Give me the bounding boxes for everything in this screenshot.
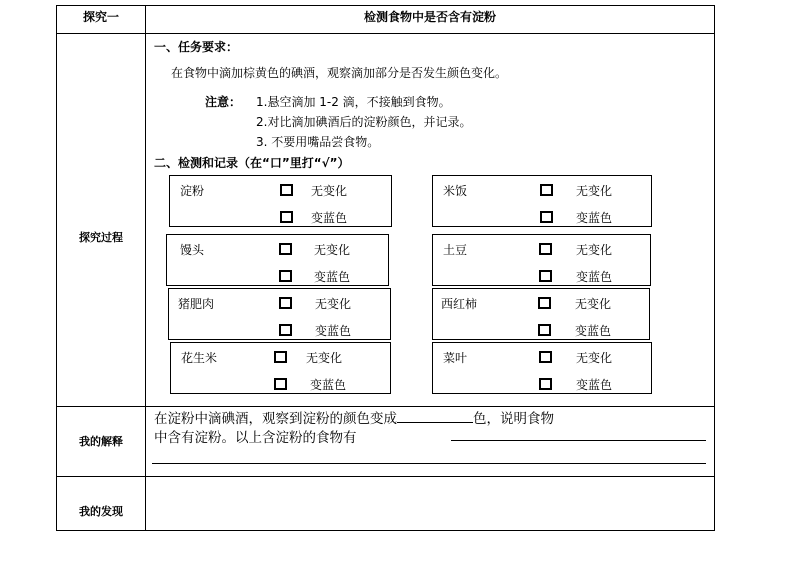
record-heading: 二、检测和记录（在“口”里打“√”） bbox=[154, 156, 350, 170]
food-box-potato bbox=[432, 234, 651, 286]
checkbox-turn-blue[interactable] bbox=[540, 211, 553, 223]
process-label: 探究过程 bbox=[79, 231, 123, 244]
task-text: 在食物中滴加棕黄色的碘酒，观察滴加部分是否发生颜色变化。 bbox=[171, 66, 508, 80]
food-box-fat-pork bbox=[168, 288, 391, 340]
header-title: 检测食物中是否含有淀粉 bbox=[363, 10, 496, 24]
food-box-peanut bbox=[170, 342, 391, 394]
explain-label: 我的解释 bbox=[79, 435, 123, 448]
option-no-change: 无变化 bbox=[576, 351, 613, 365]
option-turn-blue: 变蓝色 bbox=[311, 211, 348, 225]
explain-text-1: 在淀粉中滴碘酒，观察到淀粉的颜色变成 bbox=[154, 411, 397, 427]
answer-line[interactable] bbox=[152, 463, 706, 464]
checkbox-turn-blue[interactable] bbox=[279, 270, 292, 282]
explain-line-2 bbox=[154, 426, 357, 446]
checkbox-no-change[interactable] bbox=[539, 351, 552, 363]
food-label: 猪肥肉 bbox=[178, 297, 215, 311]
task-heading: 一、任务要求： bbox=[154, 40, 239, 54]
food-label: 西红柿 bbox=[441, 297, 478, 311]
option-no-change: 无变化 bbox=[314, 243, 351, 257]
option-turn-blue: 变蓝色 bbox=[576, 378, 613, 392]
color-answer-blank[interactable] bbox=[397, 410, 473, 423]
option-turn-blue: 变蓝色 bbox=[310, 378, 347, 392]
food-box-steamed-bun bbox=[166, 234, 389, 286]
note-2: 2.对比滴加碘酒后的淀粉颜色，并记录。 bbox=[256, 115, 472, 129]
checkbox-no-change[interactable] bbox=[538, 297, 551, 309]
explain-text-2: 色，说明食物 bbox=[473, 411, 554, 427]
food-label: 馒头 bbox=[180, 243, 205, 257]
checkbox-turn-blue[interactable] bbox=[274, 378, 287, 390]
checkbox-no-change[interactable] bbox=[279, 243, 292, 255]
table-border-left bbox=[56, 5, 57, 531]
checkbox-turn-blue[interactable] bbox=[280, 211, 293, 223]
note-3: 3. 不要用嘴品尝食物。 bbox=[256, 135, 380, 149]
option-no-change: 无变化 bbox=[311, 184, 348, 198]
option-no-change: 无变化 bbox=[575, 297, 612, 311]
checkbox-no-change[interactable] bbox=[539, 243, 552, 255]
table-border-right bbox=[714, 5, 715, 531]
option-no-change: 无变化 bbox=[576, 243, 613, 257]
option-turn-blue: 变蓝色 bbox=[576, 270, 613, 284]
food-label: 米饭 bbox=[443, 184, 468, 198]
table-border-top bbox=[56, 5, 715, 6]
table-divider-explain bbox=[56, 476, 715, 477]
table-divider-header bbox=[56, 33, 715, 34]
checkbox-turn-blue[interactable] bbox=[538, 324, 551, 336]
discover-label: 我的发现 bbox=[79, 505, 123, 518]
food-box-starch bbox=[169, 175, 392, 227]
table-border-bottom bbox=[56, 530, 715, 531]
option-turn-blue: 变蓝色 bbox=[315, 324, 352, 338]
option-no-change: 无变化 bbox=[306, 351, 343, 365]
checkbox-no-change[interactable] bbox=[280, 184, 293, 196]
option-turn-blue: 变蓝色 bbox=[575, 324, 612, 338]
checkbox-turn-blue[interactable] bbox=[279, 324, 292, 336]
table-column-divider bbox=[145, 5, 146, 531]
option-no-change: 无变化 bbox=[576, 184, 613, 198]
note-label: 注意： bbox=[205, 95, 242, 109]
note-1: 1.悬空滴加 1-2 滴，不接触到食物。 bbox=[256, 95, 451, 109]
food-box-vegetable-leaf bbox=[432, 342, 652, 394]
food-box-tomato bbox=[432, 288, 650, 340]
discover-answer-area[interactable] bbox=[147, 478, 713, 529]
food-label: 花生米 bbox=[181, 351, 218, 365]
food-box-rice bbox=[432, 175, 652, 227]
food-label: 淀粉 bbox=[180, 184, 205, 198]
checkbox-turn-blue[interactable] bbox=[539, 270, 552, 282]
checkbox-no-change[interactable] bbox=[279, 297, 292, 309]
explain-text-3: 中含有淀粉。以上含淀粉的食物有 bbox=[154, 430, 357, 446]
food-label: 土豆 bbox=[443, 243, 468, 257]
explain-line-1 bbox=[154, 407, 554, 427]
option-turn-blue: 变蓝色 bbox=[314, 270, 351, 284]
food-label: 菜叶 bbox=[443, 351, 468, 365]
option-no-change: 无变化 bbox=[315, 297, 352, 311]
checkbox-turn-blue[interactable] bbox=[539, 378, 552, 390]
checkbox-no-change[interactable] bbox=[274, 351, 287, 363]
header-col1: 探究一 bbox=[82, 10, 119, 24]
option-turn-blue: 变蓝色 bbox=[576, 211, 613, 225]
checkbox-no-change[interactable] bbox=[540, 184, 553, 196]
food-answer-blank[interactable] bbox=[451, 440, 706, 441]
